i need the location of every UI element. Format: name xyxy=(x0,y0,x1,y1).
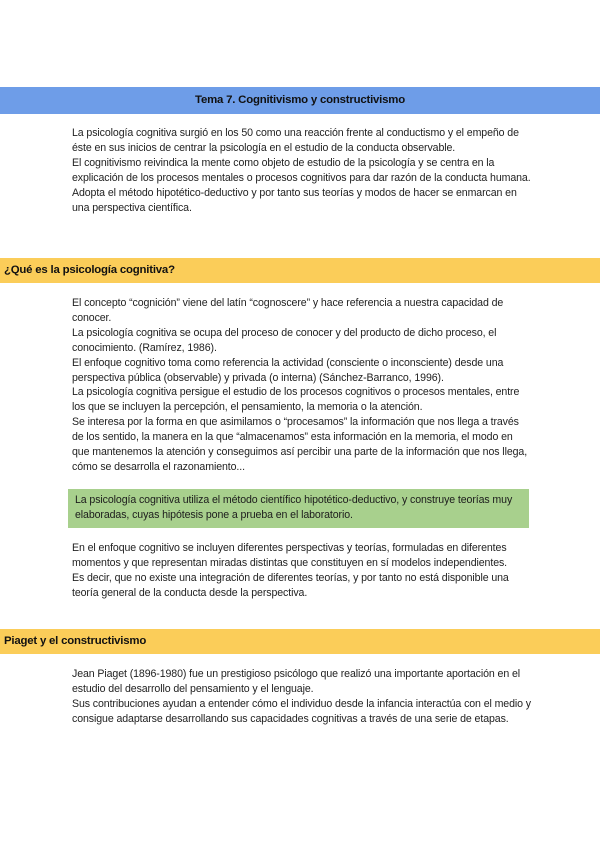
intro-text xyxy=(72,126,532,215)
page-title: Tema 7. Cognitivismo y constructivismo xyxy=(0,87,600,114)
section1-text xyxy=(72,296,532,475)
section2-paragraph: Sus contribuciones ayudan a entender cómo el individuo desde la infancia interactúa con el medio y consigue adaptarse desarrollando sus capacidades cognitivas a través de una serie de etapas. xyxy=(72,697,531,725)
intro-paragraph: El cognitivismo reivindica la mente como objeto de estudio de la psicología y se centra en la explicación de los procesos mentales o procesos cognitivos para dar razón de la conducta humana. xyxy=(72,156,531,184)
section1-paragraph: La psicología cognitiva persigue el estudio de los procesos cognitivos o procesos mentales, entre los que se incluyen la percepción, el pensamiento, la memoria o la atención. xyxy=(72,386,520,414)
section1-paragraph: El enfoque cognitivo toma como referencia la actividad (consciente o inconsciente) desde una perspectiva pública (observable) y privada (o interna) (Sánchez-Barranco, 1996). xyxy=(72,356,504,384)
section2-text xyxy=(72,667,532,727)
intro-paragraph: Adopta el método hipotético-deductivo y por tanto sus teorías y modos de hacer se enmarcan en una perspectiva científica. xyxy=(72,186,517,214)
section1-paragraph: Se interesa por la forma en que asimilamos o “procesamos” la información que nos llega a través de los sentido, la manera en la que “almacenamos” esta información en la memoria, el modo en que mantenemos la atención y conseguimos así percibir una parte de la información que nos llega, cómo se desarrolla el razonamiento... xyxy=(72,416,528,473)
section1-after-paragraph: Es decir, que no existe una integración de diferentes teorías, y por tanto no está disponible una teoría general de la conducta desde la perspectiva. xyxy=(72,571,509,599)
section1-after-text xyxy=(72,541,532,601)
section2-paragraph: Jean Piaget (1896-1980) fue un prestigioso psicólogo que realizó una importante aportación en el estudio del desarrollo del pensamiento y el lenguaje. xyxy=(72,668,521,695)
section1-paragraph: La psicología cognitiva se ocupa del proceso de conocer y del producto de dicho proceso, el conocimiento. (Ramírez, 1986). xyxy=(72,326,497,354)
intro-paragraph: La psicología cognitiva surgió en los 50 como una reacción frente al conductismo y el empeño de éste en sus inicios de centrar la psicología en el estudio de la conducta observable. xyxy=(72,127,519,154)
section1-after-paragraph: En el enfoque cognitivo se incluyen diferentes perspectivas y teorías, formuladas en diferentes momentos y que representan miradas distintas que constituyen en sí modelos independientes. xyxy=(72,542,508,569)
section-heading-cognitive: ¿Qué es la psicología cognitiva? xyxy=(0,258,600,283)
section-heading-piaget: Piaget y el constructivismo xyxy=(0,629,600,654)
section1-paragraph: El concepto “cognición” viene del latín “cognoscere” y hace referencia a nuestra capacidad de conocer. xyxy=(72,297,504,324)
highlight-box: La psicología cognitiva utiliza el método científico hipotético-deductivo, y construye teorías muy elaboradas, cuyas hipótesis pone a prueba en el laboratorio. xyxy=(68,489,529,528)
